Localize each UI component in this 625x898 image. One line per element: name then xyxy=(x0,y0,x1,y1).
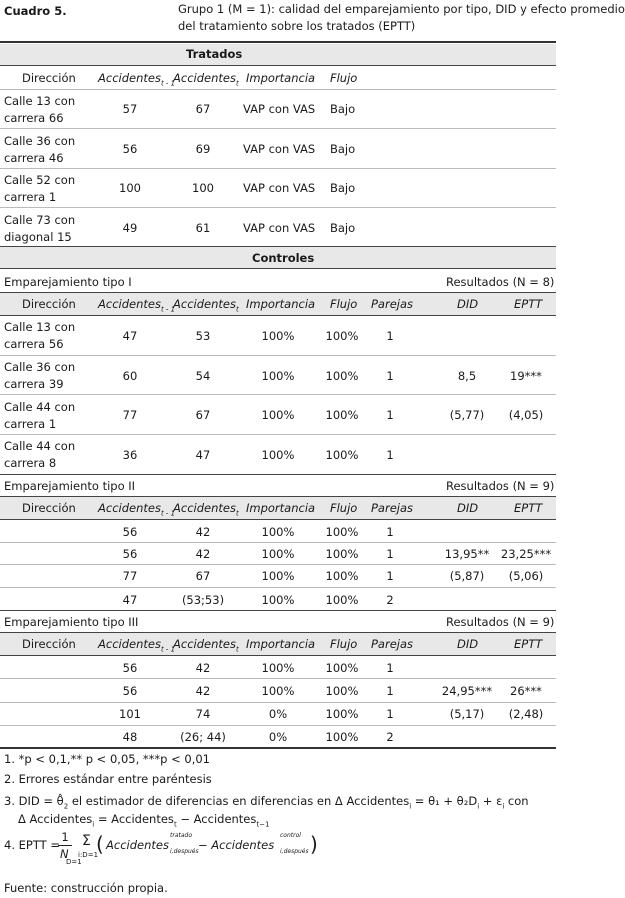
cell-dir: Calle 52 con xyxy=(4,173,76,187)
cell-dir: Calle 44 con xyxy=(4,439,76,453)
cell-prev: 56 xyxy=(122,684,138,698)
formula-term-1: Accidentes xyxy=(106,838,169,852)
cell-imp: 100% xyxy=(261,661,295,675)
header-acc-prev: Accidentes$_{t - 1}$ xyxy=(98,71,176,88)
rule xyxy=(0,678,556,679)
header-importancia: Importancia xyxy=(246,637,316,651)
header-eptt: EPTT xyxy=(514,501,543,515)
cell-imp: 100% xyxy=(261,369,295,383)
cell-prev: 47 xyxy=(122,329,138,343)
cell-prev: 57 xyxy=(122,102,138,116)
rule xyxy=(0,725,556,726)
cell-dir: carrera 1 xyxy=(4,417,57,431)
formula-denominator-sub: D=1 xyxy=(66,858,82,866)
cell-parejas: 1 xyxy=(386,547,394,561)
header-eptt: EPTT xyxy=(514,637,543,651)
rule xyxy=(0,655,556,656)
rule xyxy=(0,89,556,90)
cell-prev: 77 xyxy=(122,408,138,422)
cell-dir: Calle 36 con xyxy=(4,134,76,148)
rule xyxy=(0,434,556,435)
cell-flujo: 100% xyxy=(325,569,359,583)
cell-imp: 100% xyxy=(261,448,295,462)
cell-imp: VAP con VAS xyxy=(243,102,316,116)
cell-parejas: 1 xyxy=(386,707,394,721)
cell-cur: 42 xyxy=(195,547,211,561)
cell-flujo: 100% xyxy=(325,525,359,539)
cell-cur: 69 xyxy=(195,142,211,156)
cell-prev: 100 xyxy=(119,181,141,195)
cell-flujo: 100% xyxy=(325,661,359,675)
formula-numerator: 1 xyxy=(61,830,69,844)
cell-cur: 67 xyxy=(195,102,211,116)
rule xyxy=(0,315,556,316)
cell-did: (5,77) xyxy=(449,408,485,422)
cell-cur: 42 xyxy=(195,684,211,698)
cell-prev: 49 xyxy=(122,221,138,235)
cell-did: 13,95** xyxy=(444,547,490,561)
header-acc-prev: Accidentes$_{t - 1}$ xyxy=(98,297,176,314)
source-note: Fuente: construcción propia. xyxy=(4,881,168,895)
rule xyxy=(0,207,556,208)
rule xyxy=(0,474,556,475)
header-did: DID xyxy=(457,637,479,651)
header-acc-prev: Accidentes$_{t - 1}$ xyxy=(98,501,176,518)
header-direccion: Dirección xyxy=(22,501,76,515)
header-acc-cur: Accidentes$_t$ xyxy=(173,501,239,518)
header-flujo: Flujo xyxy=(330,637,358,651)
cell-flujo: 100% xyxy=(325,369,359,383)
cell-dir: carrera 46 xyxy=(4,151,64,165)
header-acc-cur: Accidentes$_t$ xyxy=(173,297,239,314)
header-parejas: Parejas xyxy=(371,297,414,311)
cell-cur: 74 xyxy=(195,707,211,721)
cell-cur: (53;53) xyxy=(181,593,225,607)
cell-cur: 61 xyxy=(195,221,211,235)
rule xyxy=(0,394,556,395)
cell-eptt: (5,06) xyxy=(508,569,544,583)
tratados-title: Tratados xyxy=(186,47,243,61)
note-3-line-1: 3. DID = $\thetâ_2$ el estimador de diferencias en diferencias en Δ Accidentes$_i$ = $\theta_1 + \theta_2D_i + \varepsilon_i$ con xyxy=(4,794,529,811)
note-2: 2. Errores estándar entre paréntesis xyxy=(4,772,212,786)
rule xyxy=(0,355,556,356)
cell-imp: 100% xyxy=(261,329,295,343)
header-importancia: Importancia xyxy=(246,501,316,515)
header-did: DID xyxy=(457,501,479,515)
cell-imp: 100% xyxy=(261,525,295,539)
cell-cur: 67 xyxy=(195,569,211,583)
term-1-sup: tratado xyxy=(170,832,193,839)
cell-prev: 47 xyxy=(122,593,138,607)
cell-parejas: 2 xyxy=(386,730,394,744)
cell-cur: 42 xyxy=(195,661,211,675)
formula-denominator: N xyxy=(60,847,69,861)
cell-dir: Calle 36 con xyxy=(4,360,76,374)
cell-imp: VAP con VAS xyxy=(243,221,316,235)
term-1-sub: i,después xyxy=(170,848,199,855)
rule xyxy=(0,519,556,520)
cell-parejas: 1 xyxy=(386,329,394,343)
cell-prev: 36 xyxy=(122,448,138,462)
cell-imp: 100% xyxy=(261,547,295,561)
cell-flujo: Bajo xyxy=(330,102,356,116)
cell-imp: VAP con VAS xyxy=(243,181,316,195)
note-4-label: 4. EPTT = xyxy=(4,838,60,852)
cell-cur: 42 xyxy=(195,525,211,539)
cell-prev: 56 xyxy=(122,547,138,561)
cell-dir: Calle 44 con xyxy=(4,400,76,414)
caption-line-2: del tratamiento sobre los tratados (EPTT) xyxy=(178,19,416,33)
header-parejas: Parejas xyxy=(371,637,414,651)
rule xyxy=(0,542,556,543)
cell-imp: 100% xyxy=(261,408,295,422)
cell-flujo: 100% xyxy=(325,408,359,422)
cell-dir: Calle 13 con xyxy=(4,320,76,334)
header-flujo: Flujo xyxy=(330,501,358,515)
tipo1-result: Resultados (N = 8) xyxy=(446,275,555,289)
tipo3-result: Resultados (N = 9) xyxy=(446,615,555,629)
fraction-bar xyxy=(58,845,72,846)
cell-eptt: (2,48) xyxy=(508,707,544,721)
header-importancia: Importancia xyxy=(246,297,316,311)
cell-eptt: 26*** xyxy=(510,684,542,698)
top-rule xyxy=(0,41,556,43)
header-eptt: EPTT xyxy=(514,297,543,311)
rule xyxy=(0,65,556,66)
cell-flujo: 100% xyxy=(325,448,359,462)
rule xyxy=(0,587,556,588)
header-direccion: Dirección xyxy=(22,297,76,311)
cell-flujo: Bajo xyxy=(330,142,356,156)
cell-did: (5,87) xyxy=(449,569,485,583)
cell-dir: diagonal 15 xyxy=(4,230,72,244)
sigma-subscript: i:D=1 xyxy=(78,851,99,859)
header-acc-cur: Accidentes$_t$ xyxy=(173,71,239,88)
cell-dir: Calle 73 con xyxy=(4,213,76,227)
header-direccion: Dirección xyxy=(22,71,76,85)
cell-cur: 47 xyxy=(195,448,211,462)
header-parejas: Parejas xyxy=(371,501,414,515)
cell-flujo: Bajo xyxy=(330,181,356,195)
cell-dir: carrera 56 xyxy=(4,337,64,351)
tipo3-title: Emparejamiento tipo III xyxy=(4,615,139,629)
cell-parejas: 1 xyxy=(386,525,394,539)
rule xyxy=(0,268,556,269)
caption-line-1: Grupo 1 (M = 1): calidad del emparejamiento por tipo, DID y efecto promedio xyxy=(178,2,625,16)
header-did: DID xyxy=(457,297,479,311)
cell-prev: 56 xyxy=(122,525,138,539)
tratados-band xyxy=(0,44,556,65)
cell-eptt: (4,05) xyxy=(508,408,544,422)
cell-imp: 100% xyxy=(261,569,295,583)
cell-imp: 0% xyxy=(268,707,288,721)
cell-dir: carrera 1 xyxy=(4,190,57,204)
header-importancia: Importancia xyxy=(246,71,316,85)
tipo2-result: Resultados (N = 9) xyxy=(446,479,555,493)
cell-parejas: 1 xyxy=(386,408,394,422)
rule xyxy=(0,564,556,565)
cell-prev: 60 xyxy=(122,369,138,383)
cell-cur: 100 xyxy=(192,181,214,195)
tipo1-title: Emparejamiento tipo I xyxy=(4,275,132,289)
rule xyxy=(0,610,556,611)
rule xyxy=(0,168,556,169)
header-acc-prev: Accidentes$_{t - 1}$ xyxy=(98,637,176,654)
cell-cur: 53 xyxy=(195,329,211,343)
cell-prev: 101 xyxy=(119,707,141,721)
controles-title: Controles xyxy=(252,251,315,265)
bottom-rule xyxy=(0,747,556,749)
cell-eptt: 19*** xyxy=(510,369,542,383)
cell-parejas: 1 xyxy=(386,661,394,675)
cell-cur: 67 xyxy=(195,408,211,422)
cell-flujo: 100% xyxy=(325,329,359,343)
term-2-sub: i,después xyxy=(280,848,309,855)
cell-did: 24,95*** xyxy=(441,684,493,698)
cell-cur: (26; 44) xyxy=(180,730,226,744)
cell-flujo: 100% xyxy=(325,593,359,607)
cell-cur: 54 xyxy=(195,369,211,383)
cell-imp: VAP con VAS xyxy=(243,142,316,156)
cell-flujo: 100% xyxy=(325,547,359,561)
cell-imp: 0% xyxy=(268,730,288,744)
cell-prev: 56 xyxy=(122,661,138,675)
open-paren: ( xyxy=(96,832,104,856)
cell-prev: 56 xyxy=(122,142,138,156)
header-acc-cur: Accidentes$_t$ xyxy=(173,637,239,654)
rule xyxy=(0,128,556,129)
cell-flujo: 100% xyxy=(325,707,359,721)
tipo2-title: Emparejamiento tipo II xyxy=(4,479,136,493)
rule xyxy=(0,702,556,703)
cell-eptt: 23,25*** xyxy=(500,547,552,561)
cell-prev: 77 xyxy=(122,569,138,583)
cell-dir: carrera 8 xyxy=(4,456,57,470)
cell-parejas: 1 xyxy=(386,684,394,698)
table-label: Cuadro 5. xyxy=(4,4,67,18)
cell-parejas: 1 xyxy=(386,448,394,462)
cell-parejas: 2 xyxy=(386,593,394,607)
cell-flujo: 100% xyxy=(325,730,359,744)
cell-did: 8,5 xyxy=(457,369,477,383)
header-direccion: Dirección xyxy=(22,637,76,651)
cell-prev: 48 xyxy=(122,730,138,744)
cell-did: (5,17) xyxy=(449,707,485,721)
cell-flujo: Bajo xyxy=(330,221,356,235)
cell-imp: 100% xyxy=(261,593,295,607)
header-flujo: Flujo xyxy=(330,71,358,85)
cell-parejas: 1 xyxy=(386,569,394,583)
cell-imp: 100% xyxy=(261,684,295,698)
term-2-sup: control xyxy=(280,832,301,839)
formula-term-2: − Accidentes xyxy=(198,838,275,852)
note-1: 1. *p < 0,1,** p < 0,05, ***p < 0,01 xyxy=(4,752,210,766)
close-paren: ) xyxy=(310,832,318,856)
sigma-symbol: Σ xyxy=(82,833,91,849)
cell-dir: Calle 13 con xyxy=(4,94,76,108)
cell-dir: carrera 39 xyxy=(4,377,64,391)
cell-parejas: 1 xyxy=(386,369,394,383)
cell-dir: carrera 66 xyxy=(4,111,64,125)
header-flujo: Flujo xyxy=(330,297,358,311)
cell-flujo: 100% xyxy=(325,684,359,698)
note-3-line-2: Δ Accidentes$_i$ = Accidentes$_t$ − Accidentes$_{t-1}$ xyxy=(18,812,270,829)
